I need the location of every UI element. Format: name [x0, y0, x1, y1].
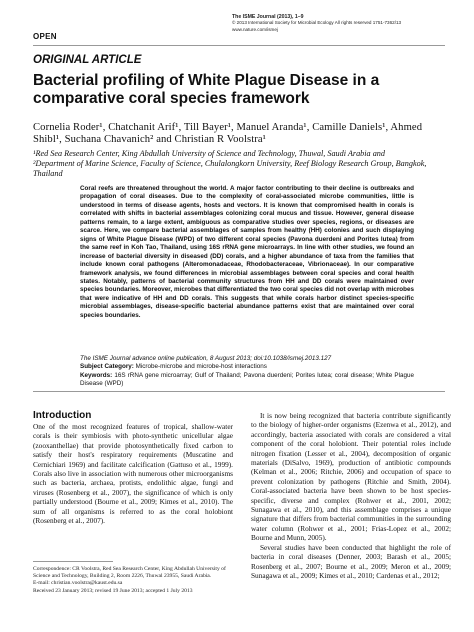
affiliation-2: ²Department of Marine Science, Faculty of Science, Chulalongkorn University, Reef Biology Research Group, Bangkok, Thailand	[33, 159, 427, 178]
subject-category	[80, 363, 414, 371]
citation-line: The ISME Journal advance online publication, 8 August 2013; doi:10.1038/ismej.2013.127	[80, 355, 332, 362]
journal-copyright: © 2013 International Society for Microbial Ecology All rights reserved 1751-7362/13	[232, 20, 402, 26]
abstract-meta	[80, 355, 414, 389]
keywords-value: 16S rRNA gene microarray; Gulf of Thailand; Pavona duerdeni; Porites lutea; coral disease; White Plague Disease (WPD)	[80, 371, 415, 388]
intro-paragraph-2: It is now being recognized that bacteria contribute significantly to the biology of higher-order organisms (Ezenwa et al., 2012), and accordingly, bacteria associated with corals are considered a vital component of the coral holobiont. Their potential roles include nitrogen fixation (Lesser et al., 2004), decomposition of organic materials (DiSalvo, 1969), production of antibiotic compounds (Kelman et al., 2006; Ritchie, 2006) and occupation of space to prevent colonization by pathogens (Ritchie and Smith, 2004). Coral-associated bacteria have been shown to be host species-specific, diverse and complex (Rohwer et al., 2001, 2002; Sunagawa et al., 2010), and this assemblage comprises a unique signature that differs from bacterial communities in the surrounding water column (Rohwer et al., 2001; Frias-Lopez et al., 2002; Bourne and Munn, 2005).	[251, 411, 451, 543]
intro-paragraph-1: One of the most recognized features of tropical, shallow-water corals is their symbiosis with photo-synthetic unicellular algae (zooxanthellae) that provide photosynthetically fixed carbon to satisfy their host's respiratory requirements (Muscatine and Cernichiari 1969) and facilitate calcification (Gattuso et al., 1999). Corals also live in association with numerous other microorganisms such as bacteria, archaea, protists, endolithic algae, fungi and viruses (Rosenberg et al., 2007), the significance of which is only partially understood (Bourne et al., 2009; Kimes et al., 2010). The sum of all organisms is referred to as the coral holobiont (Rosenberg et al., 2007).	[33, 422, 233, 526]
article-type: ORIGINAL ARTICLE	[33, 54, 142, 66]
journal-citation: The ISME Journal (2013), 1–9	[232, 14, 304, 20]
intro-right-column	[251, 411, 451, 580]
keywords	[80, 372, 414, 389]
open-access-label: OPEN	[33, 32, 57, 41]
footnote-divider	[33, 561, 113, 562]
subject-category-value: Microbe-microbe and microbe-host interactions	[135, 363, 267, 371]
affiliation-1: ¹Red Sea Research Center, King Abdullah University of Science and Technology, Thuwal, Saudi Arabia and	[33, 149, 385, 158]
affiliations	[33, 149, 453, 179]
correspondence-email[interactable]: E-mail: christian.voolstra@kaust.edu.sa	[33, 580, 123, 587]
keywords-label: Keywords:	[80, 371, 113, 379]
journal-url[interactable]: www.nature.com/ismej	[232, 26, 278, 32]
introduction-heading: Introduction	[33, 410, 92, 421]
abstract-divider	[33, 391, 445, 392]
intro-left-column	[33, 422, 233, 525]
header-divider	[33, 45, 445, 46]
correspondence-address: Correspondence: CR Voolstra, Red Sea Research Center, King Abdullah University of Science and Technology, Building 2, Room 2226, Thuwal 23955, Saudi Arabia.	[33, 566, 226, 580]
submission-dates: Received 23 January 2013; revised 19 June 2013; accepted 1 July 2013	[33, 587, 193, 594]
article-title: Bacterial profiling of White Plague Disease in a comparative coral species framework	[33, 72, 380, 107]
correspondence-footnote	[33, 566, 233, 595]
journal-info	[232, 14, 452, 33]
subject-category-label: Subject Category:	[80, 363, 134, 371]
intro-paragraph-3: Several studies have been conducted that highlight the role of bacteria in coral diseases (Denner, 2003; Barash et al., 2005; Rosenberg et al., 2007; Bourne et al., 2009; Meron et al., 2009; Sunagawa et al., 2009; Kimes et al., 2010; Cardenas et al., 2012;	[251, 542, 451, 580]
author-list: Cornelia Roder¹, Chatchanit Arif¹, Till Bayer¹, Manuel Aranda¹, Camille Daniels¹, Ahmed Shibl¹, Suchana Chavanich² and Christian R Voolstra¹	[33, 122, 423, 145]
abstract-text: Coral reefs are threatened throughout the world. A major factor contributing to their decline is outbreaks and propagation of coral diseases. Due to the complexity of coral-associated microbe communities, little is understood in terms of disease agents, hosts and vectors. It is known that compromised health in corals is correlated with shifts in bacterial assemblages colonizing coral mucus and tissue. However, general disease patterns remain, to a large extent, ambiguous as comparative studies over species, regions, or diseases are scarce. Here, we compare bacterial assemblages of samples from healthy (HH) colonies and such displaying signs of White Plague Disease (WPD) of two different coral species (Pavona duerdeni and Porites lutea) from the same reef in Koh Tao, Thailand, using 16S rRNA gene microarrays. In line with other studies, we found an increase of bacterial diversity in diseased (DD) corals, and a higher abundance of taxa from the families that include known coral pathogens (Alteromonadaceae, Rhodobacteraceae, Vibrionaceae). In our comparative framework analysis, we found differences in microbial assemblages between coral species and coral health states. Notably, patterns of bacterial community structures from HH and DD corals were maintained over species boundaries. Moreover, microbes that differentiated the two coral species did not overlap with microbes that were indicative of HH and DD corals. This suggests that while corals harbor distinct species-specific microbial assemblages, disease-specific bacterial abundance patterns exist that are maintained over coral species boundaries.	[80, 185, 414, 319]
